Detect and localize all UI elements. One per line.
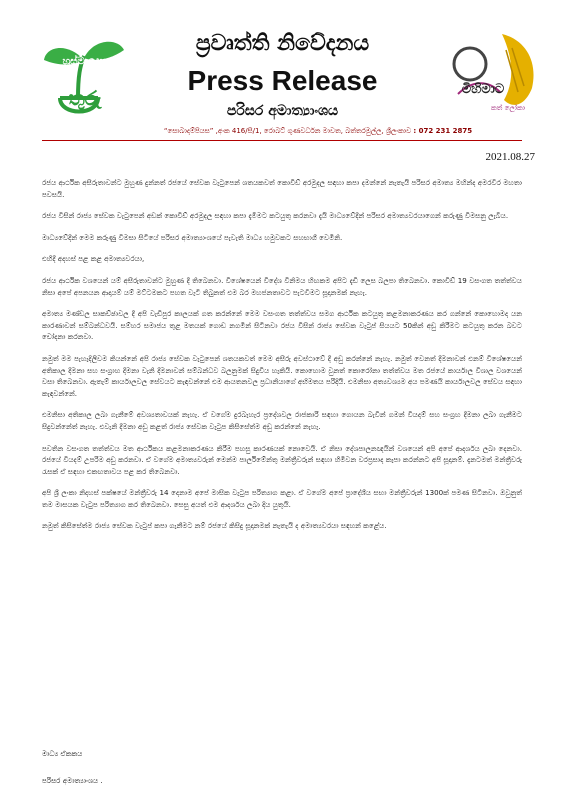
contact-line: [112, 124, 524, 138]
sapling-logo-icon: [38, 36, 130, 126]
paragraph-5: රජය ආර්ථික වශයෙන් යම් අසීරුතාවන්ට මුහුණ දී තිබෙනවා. විශේෂයෙන් විදේශ විනිමය හිඟකම අපිට දැඩි ලෙස බලපා තිබෙනවා. කොවිඩ් 19 වසංගත තත්ත්වය නිසා අපේ අපනයන ආදායම් යම් මට්ටමකට පහත වැටී තිබුනත් එම බර මහජනතාවට පැටවීමට සූදානමක් නැහැ.: [42, 275, 522, 297]
header-divider: [42, 140, 522, 141]
paragraph-1: රජය ආර්ථික අසීරුතාවන්ට මුහුණ දුන්නත් රජයේ සේවක වැටුපෙන් ශතයකවත් කොවිඩ් අරමුදල සඳහා කපා දමන්නේ නැතැයි පරිසර අමාත්‍ය මහින්ද අමරවීර මහතා පවසයි.: [42, 178, 522, 199]
paragraph-2: රජය විසින් රාජ්‍ය සේවක වැටුපෙන් අඩක් කොවිඩ් අරමුදල සඳහා කපා දැමීමට කටයුතු කරනවා දැයි මාධ්‍යවේදීන් පරිසර අමාත්‍යවරයාගෙන් කරුණු විමසනු ලැබීය.: [42, 211, 509, 221]
address-text: “සොබාදම්පියස” ,අංක 416/සී/1, රොබට් ගුණවර්ධන මාවත, බත්තරමුල්ල, ශ්‍රීලංකාව: [163, 127, 412, 135]
title-sinhala: ප්‍රවෘත්ති නිවේදනය: [195, 31, 370, 56]
telephone-text: : 072 231 2875: [413, 127, 473, 135]
ministry-name: පරිසර අමාත්‍යාංශය: [226, 103, 339, 119]
paragraph-9: පවතින වසංගත තත්ත්වය මත ආර්ථිකය කළමනාකරණය කිරීම පහසු කාරණයක් නොවෙයි. ඒ නිසා දේශපාලනඥයින් වශයෙන් අපි අපේ ආදර්ශය ලබා දෙනවා. රජයේ වියදම් උපරිම අඩු කරනවා. ඒ වගේම අමාත්‍යවරුන් මෙන්ම පාර්ලිමේන්තු මන්ත්‍රීවරුන් සඳහා හිමිවන වරප්‍රසාද කැපා කරන්නට අපි සූදානම්. දැනටමත් මන්ත්‍රීවරු රැසක් ඒ සඳහා එකඟතාවය පළ කර තිබෙනවා.: [42, 443, 522, 476]
press-release-body: [42, 177, 522, 542]
paragraph-8: එමනිසා අතිකාල ලබා ගැනීමේ අවශ්‍යතාවයක් නැහැ. ඒ වගේම දුරබැහැර ප්‍රදේශවල රාජකාරි සඳහා ගොයන බැවින් ගමන් වියදම් සහ සංග්‍රහ දීමනා ලබා ගැනීමට සිදුවන්නේත් නැහැ. එවැනි දීමනා අඩු කළත් රාජ්‍ය සේවක වැටුප කිසිසේත්ම අඩු කරන්නේ නැහැ.: [42, 410, 522, 431]
title-english: Press Release: [187, 65, 378, 96]
paragraph-4: එහිදී අදහස් පළ කළ අමාත්‍යවරයා,: [42, 254, 145, 264]
release-date: 2021.08.27: [485, 151, 535, 163]
mihimata-logo: [448, 30, 540, 126]
logo-left-text-top: හුස්ම දෙන: [62, 56, 108, 67]
paragraph-10: අපි ශ්‍රී ලංකා නිදහස් පක්ෂයේ මන්ත්‍රීවරු 14 දෙනාම අපේ මාසික වැටුප පරිත්‍යාග කළා. ඒ වගේම අපේ ප්‍රාදේශීය සභා මන්ත්‍රීවරුන් 1300ක් පමණ සිටිනවා. ඔවුනුත් තම මාසයක වැටුප පරිත්‍යාග කර තිබෙනවා. සෙසු අයත් එම ආදර්ශය ලබා දිය යුතුයි.: [42, 488, 522, 509]
husma-dena-thuru-logo: [38, 36, 130, 126]
paragraph-11: නමුත් කිසිසේත්ම රාජ්‍ය සේවක වැටුප් කපා ගැනීමට නම් රජයේ කිසිදු සූදානමක් නැතැයි ද අමාත්‍යවරයා සඳහන් කළේය.: [42, 521, 387, 531]
paragraph-3: මාධ්‍යවේදීන් මෙම කරුණු විමසා සිටියේ පරිසර අමාත්‍යාංශයේ පැවැති මාධ්‍ය හමුවකට සහභාගී වෙමිනි.: [42, 232, 343, 242]
paragraph-6: අමාත්‍ය මණ්ඩල සාකච්ඡාවල දී අපි වැඩිපුර කාලයක් ගත කරන්නේ මෙම වසංගත තත්ත්වය සමග ආර්ථික කටයුතු කළමනාකරණය කර ගන්නේ කොහොමද යන කාරණාවන් සම්බන්ධවයි. සම්හර සමාජය තුළ මතයක් ගොඩ නගමින් සිටිනවා රජය විසින් රාජ්‍ය සේවක වැටුප් සියයට 50කින් අඩු කිරීමට කටයුතු කරන බවට චෝදනා කරනවා.: [42, 309, 522, 342]
logo-left-text-bottom: තුරු: [68, 86, 102, 110]
paragraph-7: නමුත් මම පැහැදිලිවම කියන්නේ අපි රාජ්‍ය සේවක වැටුපෙන් ශතයකවත් මෙම අසීරු අවස්ථාවේ දී අඩු කරන්නේ නැහැ. නමුත් වෙනත් දීමනාවන් එනම් විශේෂයෙන් අතිකාල දීමනා සහ සංග්‍රාහ දීමනා වැනි දීමනාවන් සම්බන්ධව බලනුමක් සිදුවිය හැකියි. කොහොම වුනත් කොරෝනා තත්ත්වය මත රජයේ කාර්යාල විශාල වශයෙන් වසා තිබෙනවා. ඇතැම් කාර්යාලවල සේවයට කැඳවන්නේ එම ආයතනවල ප්‍රධානියාගේ අභිමතය පරිදියි. එමනිසා අත්‍යවශ්‍යම අය පමණයි කාර්යාලවල සේවය සඳහා කැඳවන්නේ.: [42, 353, 522, 398]
signature-ministry: පරිසර අමාත්‍යාංශය .: [42, 776, 103, 785]
logo-right-text-sub: කත් ලෝකා: [491, 104, 525, 112]
logo-right-text-main: මිහිමාට: [461, 82, 505, 97]
signature-unit: මාධ්‍ය ඒකකය: [42, 749, 83, 758]
